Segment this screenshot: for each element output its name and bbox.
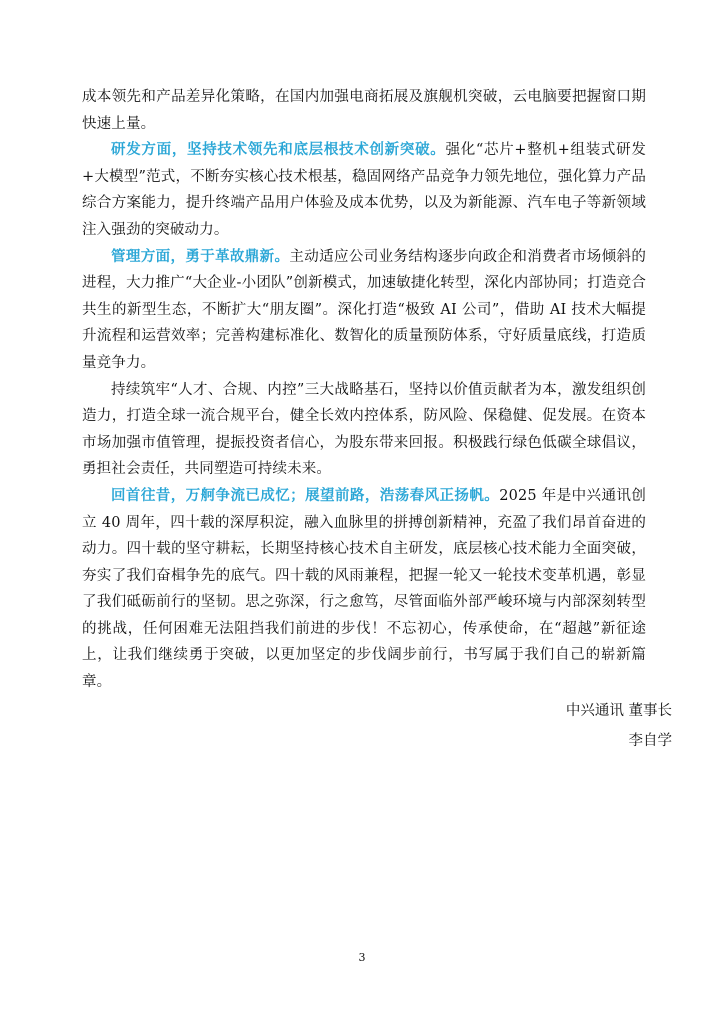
- signature-title: 中兴通讯 董事长: [565, 703, 672, 719]
- page-number: 3: [358, 951, 366, 964]
- signature-name: 李自学: [628, 733, 672, 749]
- paragraph-text: 持续筑牢“人才、合规、内控”三大战略基石，坚持以价值贡献者为本，激发组织创造力，打造全球一流合规平台，健全长效内控体系，防风险、保稳健、促发展。在资本市场加强市值管理，提振投资者信心，为股东带来回报。积极践行绿色低碳全球倡议，勇担社会责任，共同塑造可持续未来。: [82, 381, 646, 478]
- paragraph-management: [82, 244, 646, 377]
- paragraph-rnd: [82, 137, 646, 243]
- paragraph-text: 成本领先和产品差异化策略，在国内加强电商拓展及旗舰机突破，云电脑要把握窗口期快速上量。: [82, 89, 646, 132]
- signature-block: [566, 696, 672, 756]
- paragraph-retrospect: [82, 483, 646, 696]
- paragraph-text: 强化“芯片+整机+组装式研发+大模型”范式，不断夯实核心技术根基，稳固网络产品竞争力领先地位，强化算力产品综合方案能力，提升终端产品用户体验及成本优势，以及为新能源、汽车电子等新领域注入强劲的突破动力。: [82, 142, 646, 238]
- paragraph-heading-retrospect: 回首往昔，万舸争流已成忆；展望前路，浩荡春风正扬帆。: [111, 486, 500, 504]
- paragraph-text: 2025 年是中兴通讯创立 40 周年，四十载的深厚积淀，融入血脉里的拼搏创新精神，充盈了我们昂首奋进的动力。四十载的坚守耕耘，长期坚持核心技术自主研发，底层核心技术能力全面突破，夯实了我们奋楫争先的底气。四十载的风雨兼程，把握一轮又一轮技术变革机遇，彰显了我们砥砺前行的坚韧。思之弥深，行之愈笃，尽管面临外部严峻环境与内部深刻转型的挑战，任何困难无法阻挡我们前进的步伐！不忘初心，传承使命，在“超越”新征途上，让我们继续勇于突破，以更加坚定的步伐阔步前行，书写属于我们自己的崭新篇章。: [82, 487, 646, 691]
- paragraph-foundations: [82, 377, 646, 483]
- paragraph-heading-management: 管理方面，勇于革故鼎新。: [111, 247, 290, 265]
- paragraph-continuation: [82, 84, 646, 137]
- paragraph-text: 主动适应公司业务结构逐步向政企和消费者市场倾斜的进程，大力推广“大企业-小团队”创新模式，加速敏捷化转型，深化内部协同；打造竞合共生的新型生态，不断扩大“朋友圈”。深化打造“极致 AI 公司”，借助 AI 技术大幅提升流程和运营效率；完善构建标准化、数智化的质量预防体系，守好质量底线，打造质量竞争力。: [82, 248, 646, 371]
- body-text: [82, 84, 646, 696]
- paragraph-heading-rnd: 研发方面，坚持技术领先和底层根技术创新突破。: [111, 141, 446, 159]
